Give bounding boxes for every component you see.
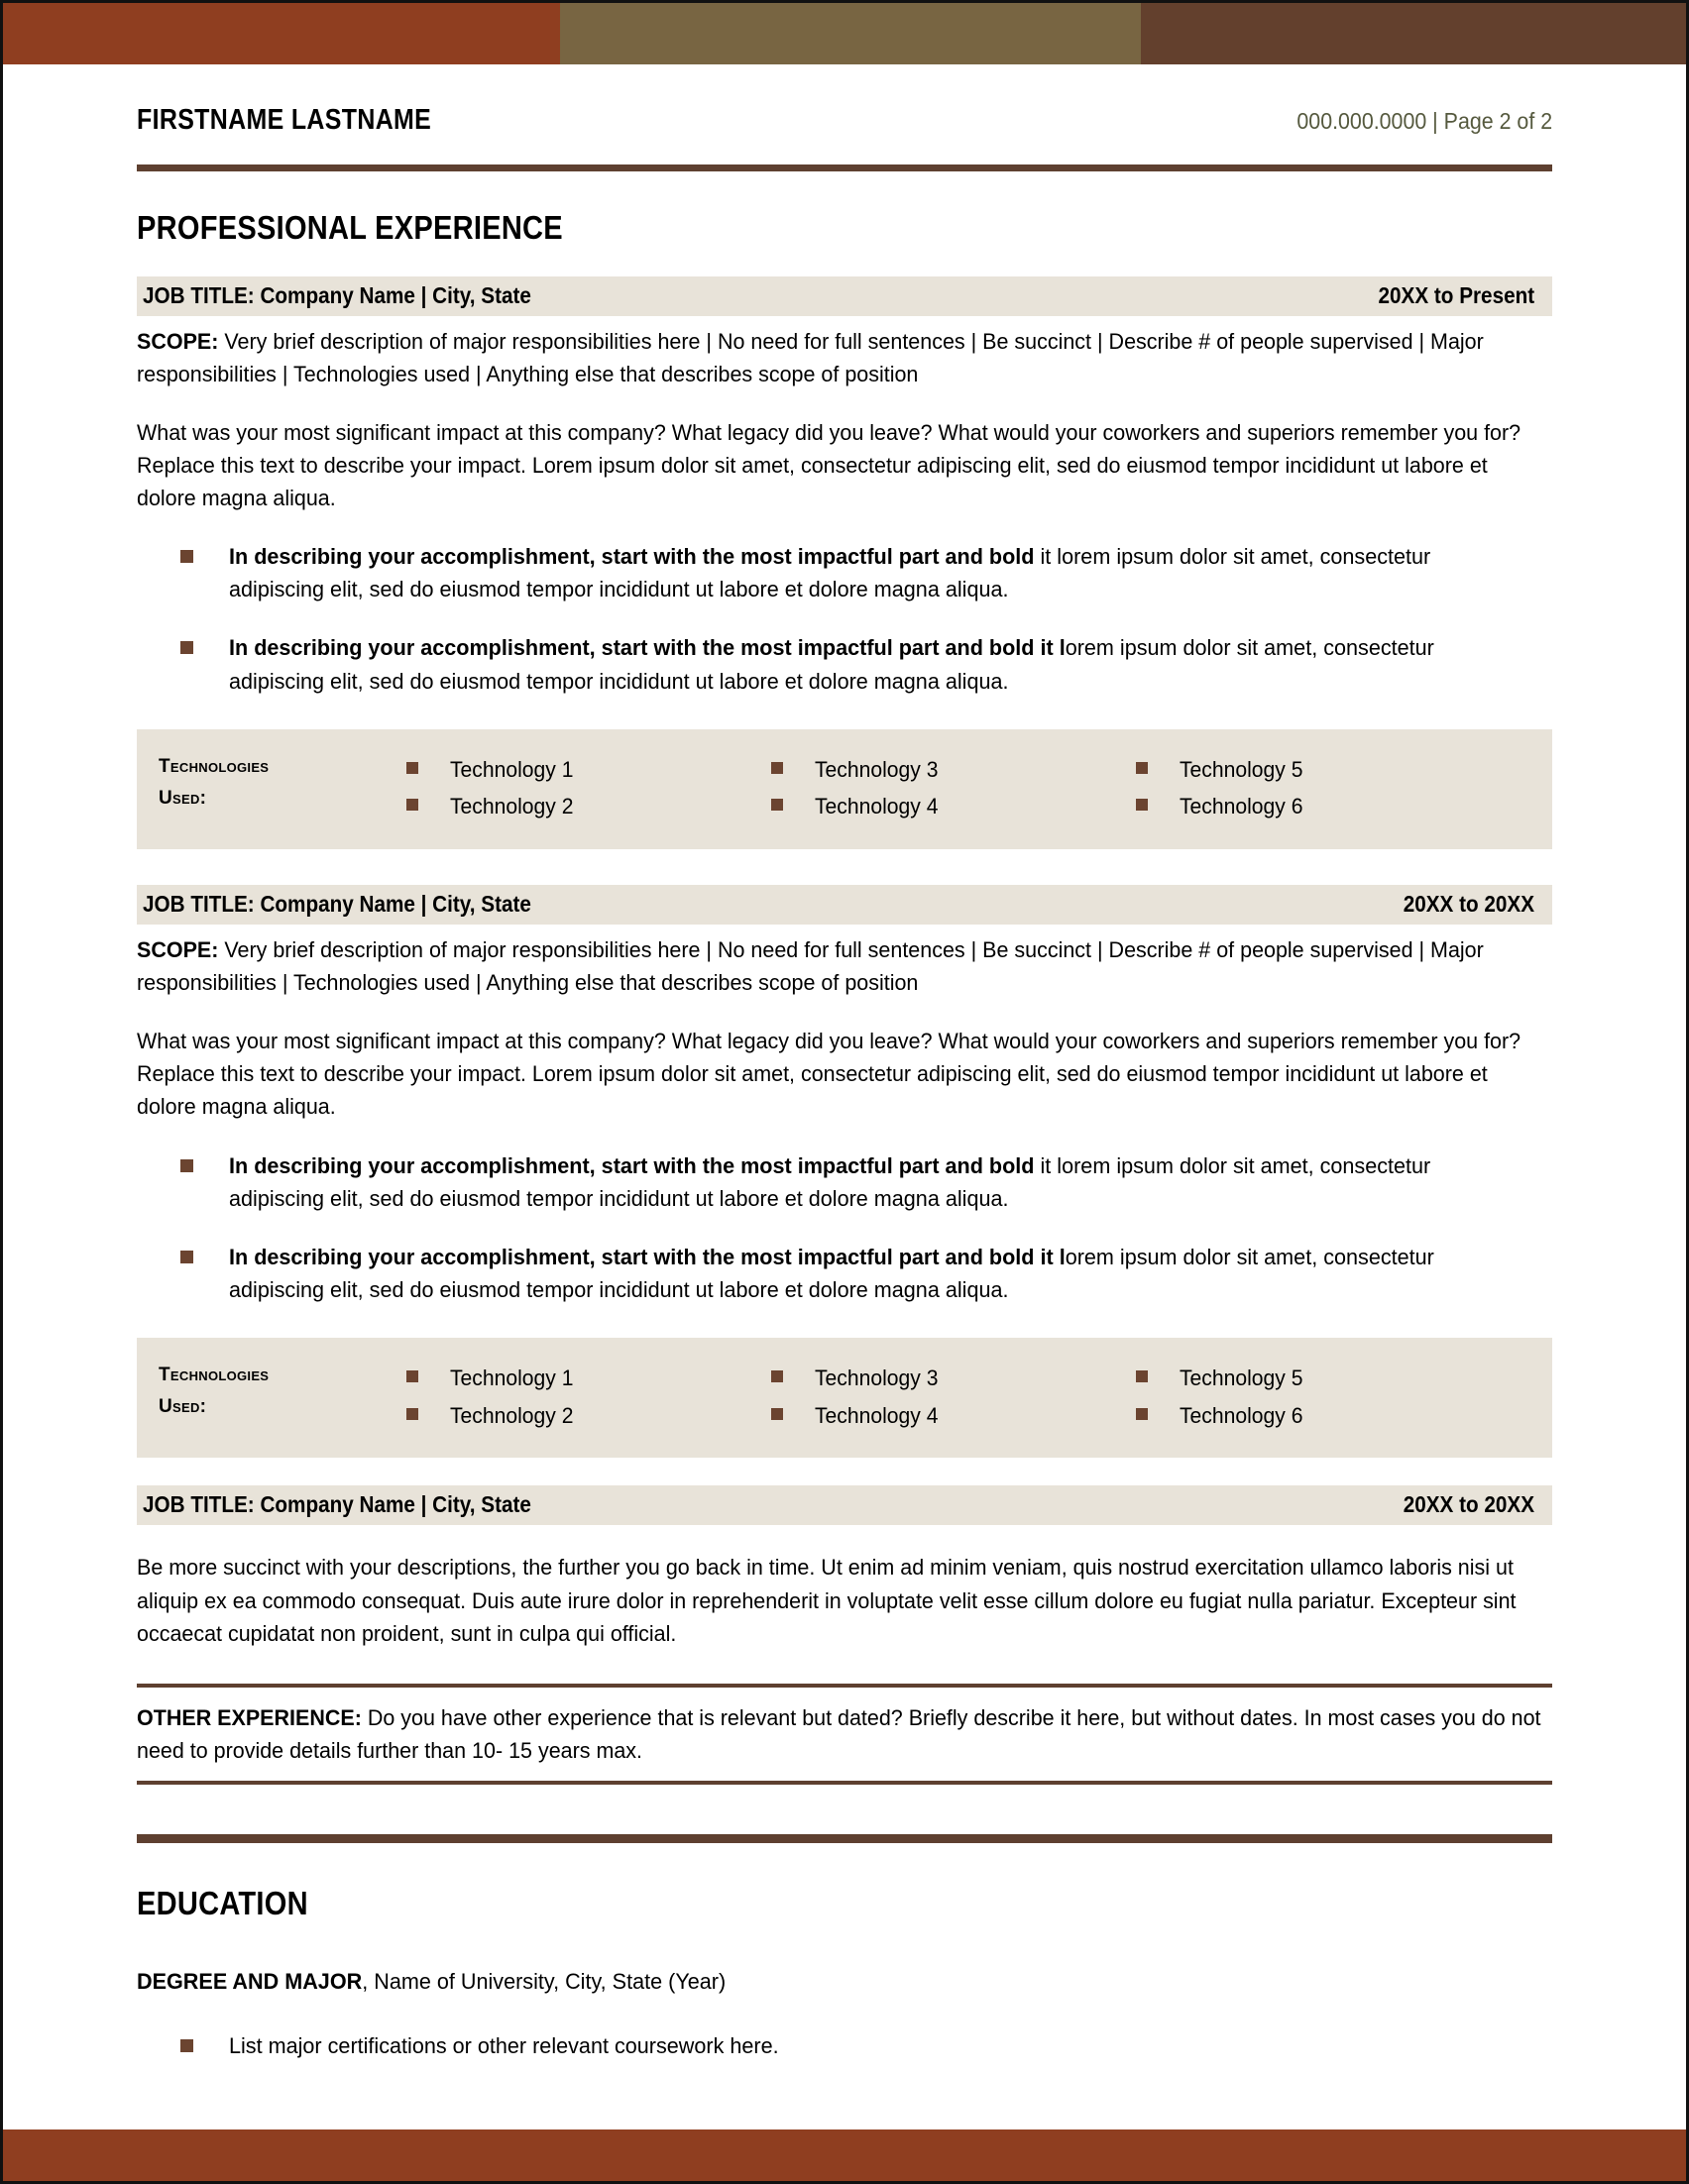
technology-name: Technology 2 xyxy=(450,1402,574,1428)
technology-name: Technology 3 xyxy=(815,756,939,782)
technologies-label-line2: Used: xyxy=(159,788,207,810)
technologies-label xyxy=(159,751,406,816)
list-item xyxy=(180,540,1552,605)
job-header-bar xyxy=(137,276,1552,316)
technology-name: Technology 2 xyxy=(450,794,574,819)
technologies-label xyxy=(159,1360,406,1424)
bullet-copy xyxy=(229,1241,1500,1306)
bullet-trailing-text: orem ipsum dolor sit amet, consectetur adipiscing elit, sed do eiusmod tempor incididunt ut labore et dolore magna aliqua. xyxy=(229,635,1434,694)
bullet-copy: List major certifications or other relevant coursework here. xyxy=(229,2033,779,2059)
technologies-label-line1: Technologies xyxy=(159,1364,270,1385)
square-bullet-icon xyxy=(1136,1370,1148,1382)
square-bullet-icon xyxy=(406,1370,418,1382)
job-entry-2 xyxy=(137,885,1552,1458)
degree-detail: , Name of University, City, State (Year) xyxy=(362,1968,727,1994)
bottom-color-band xyxy=(3,2129,1689,2181)
scope-label: SCOPE: xyxy=(137,937,219,963)
list-item xyxy=(1136,788,1532,825)
square-bullet-icon xyxy=(406,1408,418,1420)
job-dates: 20XX to 20XX xyxy=(1403,1491,1534,1518)
square-bullet-icon xyxy=(771,1370,783,1382)
technology-name: Technology 6 xyxy=(1180,794,1303,819)
education-section-divider xyxy=(137,1834,1552,1843)
square-bullet-icon xyxy=(180,550,193,563)
technology-name: Technology 6 xyxy=(1180,1402,1303,1428)
scope-text: Very brief description of major responsibilities here | No need for full sentences | Be succinct | Describe # of people supervised | Major responsibilities | Technologies used | Anything else that describes scope of position xyxy=(137,937,1484,996)
job-header-bar xyxy=(137,885,1552,925)
list-item xyxy=(771,1397,1136,1435)
square-bullet-icon xyxy=(406,799,418,811)
other-experience-block xyxy=(137,1684,1552,1785)
job-entry-3 xyxy=(137,1485,1552,1649)
section-heading-experience: PROFESSIONAL EXPERIENCE xyxy=(137,209,563,246)
square-bullet-icon xyxy=(180,1159,193,1172)
color-band-cocoa xyxy=(1141,3,1689,64)
list-item xyxy=(180,1149,1552,1215)
technology-name: Technology 5 xyxy=(1180,756,1303,782)
square-bullet-icon xyxy=(406,762,418,774)
color-band-olive xyxy=(560,3,1141,64)
job-accomplishment-list xyxy=(180,1149,1552,1306)
technology-name: Technology 5 xyxy=(1180,1365,1303,1390)
header-divider xyxy=(137,164,1552,171)
bullet-copy xyxy=(229,1149,1500,1215)
job-title: JOB TITLE: Company Name | City, State xyxy=(143,1491,531,1518)
bullet-copy xyxy=(229,631,1500,697)
technologies-column xyxy=(771,1360,1136,1435)
list-item xyxy=(1136,1360,1532,1397)
job-impact-paragraph: What was your most significant impact at this company? What legacy did you leave? What would your coworkers and superiors remember you for? Replace this text to describe your impact. Lorem ipsum dolor sit amet, consectetur adipiscing elit, sed do eiusmod tempor incididunt ut labore et dolore magna aliqua. xyxy=(137,1029,1521,1120)
job-scope xyxy=(137,933,1552,999)
job-description-paragraph: Be more succinct with your descriptions, the further you go back in time. Ut enim ad minim veniam, quis nostrud exercitation ullamco laboris nisi ut aliquip ex ea commodo consequat. Duis aute irure dolor in reprehenderit in voluptate velit esse cillum dolore eu fugiat nulla pariatur. Excepteur sint occaecat cupidatat non proident, sunt in culpa qui official. xyxy=(137,1555,1517,1646)
list-item xyxy=(406,1397,771,1435)
square-bullet-icon xyxy=(771,762,783,774)
square-bullet-icon xyxy=(180,2039,193,2052)
list-item xyxy=(771,751,1136,789)
scope-label: SCOPE: xyxy=(137,329,219,354)
technology-name: Technology 4 xyxy=(815,1402,939,1428)
list-item xyxy=(406,788,771,825)
section-heading-education: EDUCATION xyxy=(137,1884,308,1921)
technology-name: Technology 4 xyxy=(815,794,939,819)
job-title: JOB TITLE: Company Name | City, State xyxy=(143,282,531,308)
bullet-lead-bold: In describing your accomplishment, start with the most impactful part and bold it l xyxy=(229,1244,1066,1269)
scope-text: Very brief description of major responsibilities here | No need for full sentences | Be succinct | Describe # of people supervised | Major responsibilities | Technologies used | Anything else that describes scope of position xyxy=(137,329,1484,387)
list-item xyxy=(180,2029,1552,2062)
bullet-lead-bold: In describing your accomplishment, start with the most impactful part and bold xyxy=(229,1152,1035,1178)
technologies-column xyxy=(1136,1360,1532,1435)
job-impact-paragraph: What was your most significant impact at this company? What legacy did you leave? What would your coworkers and superiors remember you for? Replace this text to describe your impact. Lorem ipsum dolor sit amet, consectetur adipiscing elit, sed do eiusmod tempor incididunt ut labore et dolore magna aliqua. xyxy=(137,420,1521,511)
bullet-trailing-text: it lorem ipsum dolor sit amet, consectetur adipiscing elit, sed do eiusmod tempor incididunt ut labore et dolore magna aliqua. xyxy=(229,544,1431,602)
technologies-label-line2: Used: xyxy=(159,1396,207,1418)
degree-bold: DEGREE AND MAJOR xyxy=(137,1968,363,1994)
color-band-rust xyxy=(3,3,560,64)
list-item xyxy=(1136,751,1532,789)
other-experience-body: Do you have other experience that is relevant but dated? Briefly describe it here, but without dates. In most cases you do not need to provide details further than 10- 15 years max. xyxy=(137,1704,1541,1763)
list-item xyxy=(406,751,771,789)
other-experience-text xyxy=(137,1701,1552,1767)
job-dates: 20XX to 20XX xyxy=(1403,891,1534,918)
technologies-label-line1: Technologies xyxy=(159,755,270,777)
job-header-bar xyxy=(137,1485,1552,1525)
technologies-column xyxy=(406,751,771,826)
degree-line xyxy=(137,1966,1496,1999)
list-item xyxy=(771,1360,1136,1397)
technologies-column xyxy=(406,1360,771,1435)
header-contact-and-page: 000.000.0000 | Page 2 of 2 xyxy=(1296,108,1552,134)
square-bullet-icon xyxy=(771,1408,783,1420)
spacer xyxy=(137,1458,1552,1485)
square-bullet-icon xyxy=(1136,1408,1148,1420)
job-title: JOB TITLE: Company Name | City, State xyxy=(143,891,531,918)
job-scope xyxy=(137,325,1552,390)
technology-name: Technology 3 xyxy=(815,1365,939,1390)
job-accomplishment-list xyxy=(180,540,1552,697)
square-bullet-icon xyxy=(180,641,193,654)
bullet-copy xyxy=(229,540,1500,605)
list-item xyxy=(771,788,1136,825)
technologies-panel xyxy=(137,1338,1552,1459)
job-dates: 20XX to Present xyxy=(1378,282,1534,308)
list-item xyxy=(180,1241,1552,1306)
technologies-column xyxy=(771,751,1136,826)
technology-name: Technology 1 xyxy=(450,1365,574,1390)
job-entry-1 xyxy=(137,276,1552,849)
document-body xyxy=(137,64,1552,2062)
square-bullet-icon xyxy=(1136,762,1148,774)
list-item xyxy=(1136,1397,1532,1435)
bullet-trailing-text: it lorem ipsum dolor sit amet, consectetur adipiscing elit, sed do eiusmod tempor incididunt ut labore et dolore magna aliqua. xyxy=(229,1152,1431,1211)
other-experience-label: OTHER EXPERIENCE: xyxy=(137,1704,362,1730)
technology-name: Technology 1 xyxy=(450,756,574,782)
top-color-bands xyxy=(3,3,1689,64)
education-bullet-list xyxy=(180,2029,1552,2062)
technologies-panel xyxy=(137,729,1552,850)
list-item xyxy=(406,1360,771,1397)
square-bullet-icon xyxy=(1136,799,1148,811)
spacer xyxy=(137,849,1552,885)
square-bullet-icon xyxy=(771,799,783,811)
bullet-trailing-text: orem ipsum dolor sit amet, consectetur adipiscing elit, sed do eiusmod tempor incididunt ut labore et dolore magna aliqua. xyxy=(229,1244,1434,1302)
page-title: FIRSTNAME LASTNAME xyxy=(137,104,432,136)
square-bullet-icon xyxy=(180,1251,193,1263)
technologies-column xyxy=(1136,751,1532,826)
list-item xyxy=(180,631,1552,697)
bullet-lead-bold: In describing your accomplishment, start with the most impactful part and bold xyxy=(229,544,1035,570)
bullet-lead-bold: In describing your accomplishment, start with the most impactful part and bold it l xyxy=(229,635,1066,661)
running-header xyxy=(137,64,1552,145)
